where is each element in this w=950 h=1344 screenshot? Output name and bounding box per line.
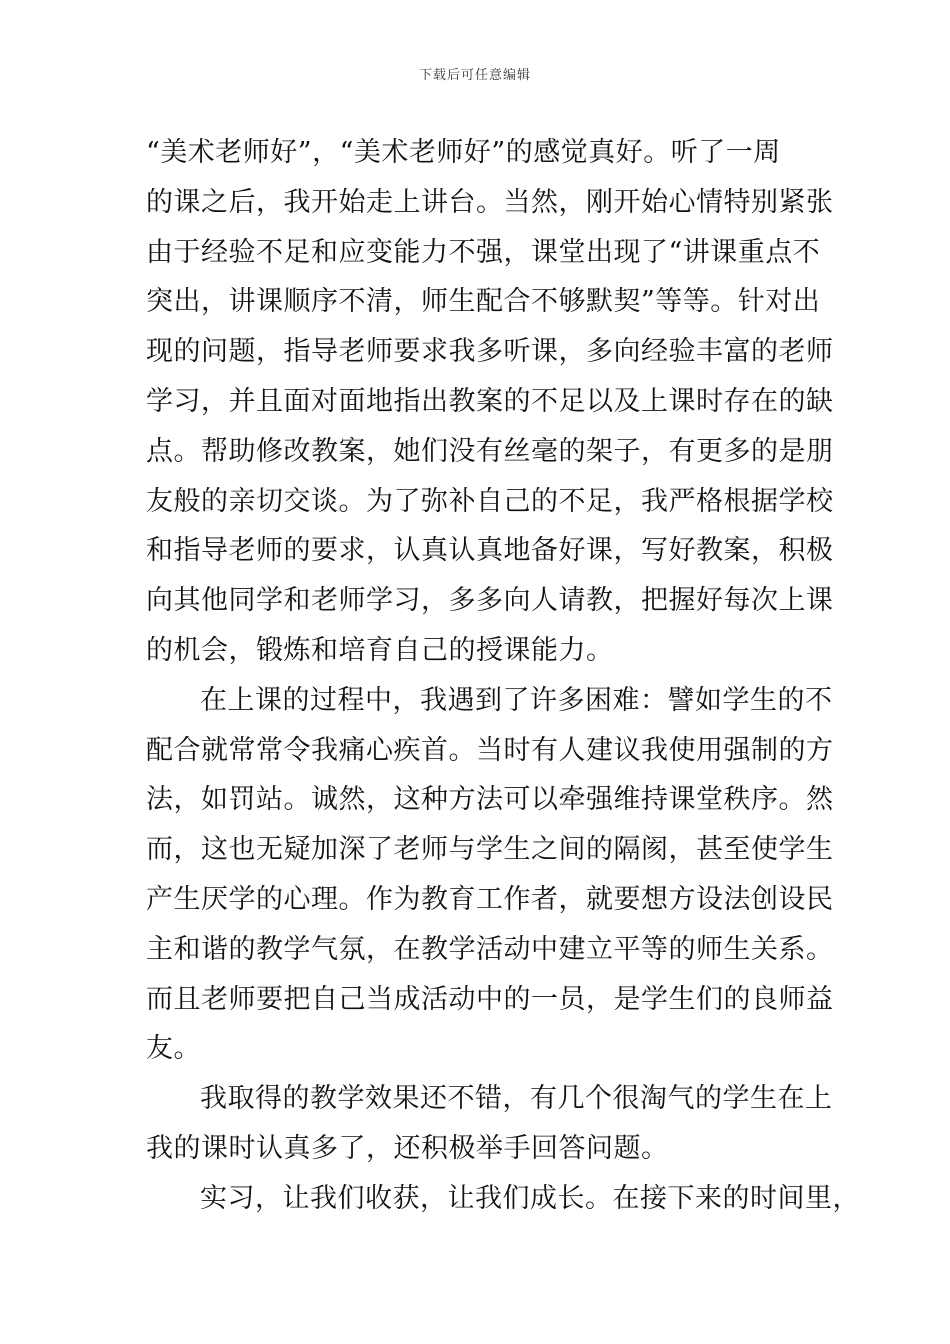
text-line: 而且老师要把自己当成活动中的一员，是学生们的良师益 bbox=[146, 983, 834, 1015]
text-line: 由于经验不足和应变能力不强，课堂出现了“讲课重点不 bbox=[146, 236, 821, 268]
text-line: 主和谐的教学气氛，在教学活动中建立平等的师生关系。 bbox=[146, 933, 834, 965]
text-line: “美术老师好”，“美术老师好”的感觉真好。听了一周 bbox=[146, 137, 781, 168]
text-line: 产生厌学的心理。作为教育工作者，就要想方设法创设民 bbox=[146, 883, 834, 915]
text-line: 在上课的过程中，我遇到了许多困难：譬如学生的不 bbox=[200, 684, 833, 716]
body-text bbox=[146, 128, 860, 1224]
text-line: 我取得的教学效果还不错，有几个很淘气的学生在上 bbox=[200, 1083, 833, 1115]
text-line: 我的课时认真多了，还积极举手回答问题。 bbox=[146, 1132, 669, 1164]
text-line: 向其他同学和老师学习，多多向人请教，把握好每次上课 bbox=[146, 585, 834, 617]
text-line: 现的问题，指导老师要求我多听课，多向经验丰富的老师 bbox=[146, 336, 834, 368]
text-line: 友。 bbox=[146, 1033, 201, 1065]
text-line: 友般的亲切交谈。为了弥补自己的不足，我严格根据学校 bbox=[146, 485, 834, 517]
text-line: 的课之后，我开始走上讲台。当然，刚开始心情特别紧张 bbox=[146, 186, 834, 218]
text-line: 和指导老师的要求，认真认真地备好课，写好教案，积极 bbox=[146, 535, 834, 567]
text-line: 配合就常常令我痛心疾首。当时有人建议我使用强制的方 bbox=[146, 734, 834, 766]
text-line: 实习，让我们收获，让我们成长。在接下来的时间里， bbox=[200, 1182, 860, 1214]
text-line: 法，如罚站。诚然，这种方法可以牵强维持课堂秩序。然 bbox=[146, 784, 834, 816]
text-line: 突出，讲课顺序不清，师生配合不够默契”等等。针对出 bbox=[146, 286, 821, 318]
page-header: 下载后可任意编辑 bbox=[418, 68, 531, 83]
text-line: 而，这也无疑加深了老师与学生之间的隔阂，甚至使学生 bbox=[146, 834, 834, 866]
text-line: 的机会，锻炼和培育自己的授课能力。 bbox=[146, 634, 614, 666]
text-line: 学习，并且面对面地指出教案的不足以及上课时存在的缺 bbox=[146, 385, 834, 417]
text-line: 点。帮助修改教案，她们没有丝毫的架子，有更多的是朋 bbox=[146, 435, 834, 467]
